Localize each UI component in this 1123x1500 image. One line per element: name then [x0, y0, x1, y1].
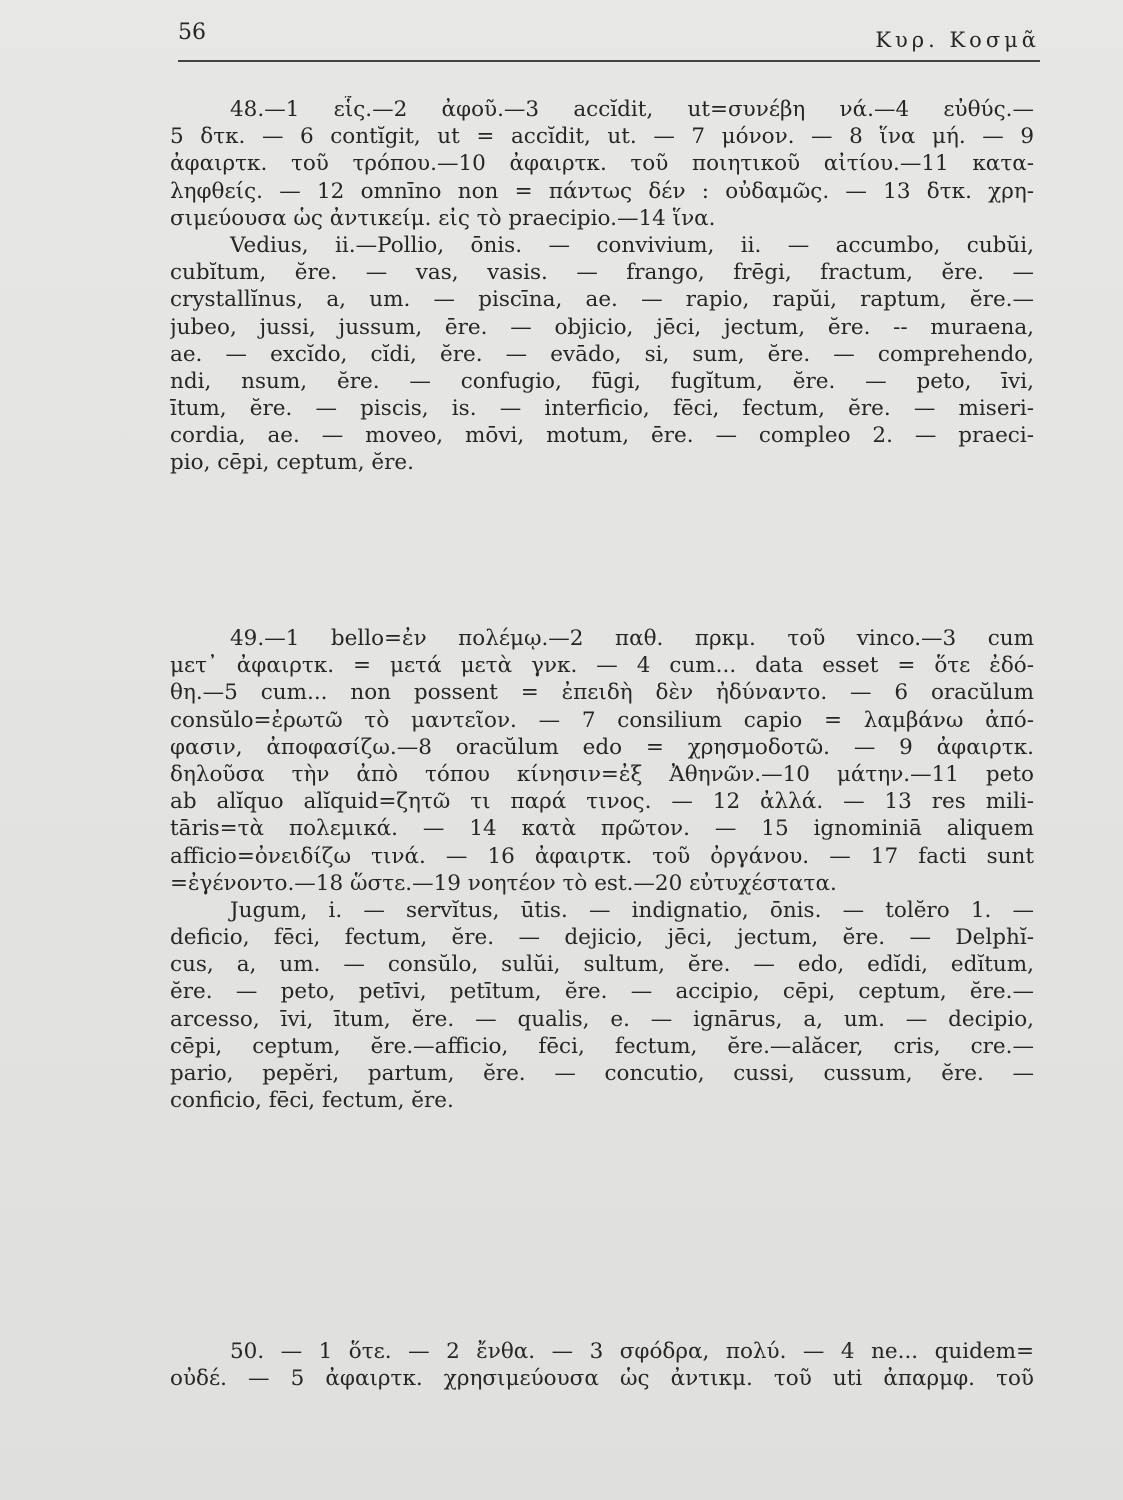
- text-line: pio, cēpi, ceptum, ĕre.: [170, 450, 414, 476]
- text-line: ab alĭquo alĭquid=ζητῶ τι παρά τινος. — 12 ἀλλά. — 13 res mili-: [170, 789, 1034, 815]
- text-line: Jugum, i. — servĭtus, ūtis. — indignatio, ōnis. — tolĕro 1. —: [230, 897, 1034, 923]
- text-line: cēpi, ceptum, ĕre.—afficio, fēci, fectum, ĕre.—alăcer, cris, cre.—: [170, 1033, 1034, 1059]
- text-line: cus, a, um. — consŭlo, sulŭi, sultum, ĕre. — edo, edĭdi, edĭtum,: [170, 952, 1034, 978]
- text-line: ἀφαιρτκ. τοῦ τρόπου.—10 ἀφαιρτκ. τοῦ ποιητικοῦ αἰτίου.—11 κατα-: [170, 151, 1034, 177]
- text-line: jubeo, jussi, jussum, ēre. — objicio, jēci, jectum, ĕre. -- muraena,: [170, 314, 1034, 340]
- text-line: arcesso, īvi, ītum, ĕre. — qualis, e. — ignārus, a, um. — decipio,: [170, 1006, 1034, 1032]
- running-head: Κυρ. Κοσμᾶ: [875, 28, 1040, 52]
- text-line: ītum, ĕre. — piscis, is. — interficio, fēci, fectum, ĕre. — miseri-: [170, 396, 1034, 422]
- header-rule: [178, 60, 1040, 62]
- text-line: crystallĭnus, a, um. — piscīna, ae. — rapio, rapŭi, raptum, ĕre.—: [170, 287, 1034, 313]
- text-line: consŭlo=ἐρωτῶ τὸ μαντεῖον. — 7 consilium capio = λαμβάνω ἀπό-: [170, 707, 1034, 733]
- text-line: ĕre. — peto, petīvi, petītum, ĕre. — accipio, cēpi, ceptum, ĕre.—: [170, 979, 1034, 1005]
- text-line: μετ᾽ ἀφαιρτκ. = μετά μετὰ γνκ. — 4 cum... data esset = ὅτε ἐδό-: [170, 653, 1034, 679]
- text-line: pario, pepĕri, partum, ĕre. — concutio, cussi, cussum, ĕre. —: [170, 1061, 1034, 1086]
- section-48: [170, 96, 1034, 477]
- text-line: Vedius, ii.—Pollio, ōnis. — convivium, ii. — accumbo, cubŭi,: [230, 232, 1034, 258]
- text-line: σιμεύουσα ὡς ἀντικείμ. εἰς τὸ praecipio.—14 ἵνα.: [170, 205, 716, 231]
- page-header: [178, 20, 1040, 62]
- text-line: φασιν, ἀποφασίζω.—8 oracŭlum edo = χρησμοδοτῶ. — 9 ἀφαιρτκ.: [170, 734, 1034, 760]
- text-line: cubĭtum, ĕre. — vas, vasis. — frango, frēgi, fractum, ĕre. —: [170, 260, 1034, 286]
- text-line: 48.—1 εἷς.—2 ἀφοῦ.—3 accĭdit, ut=συνέβη νά.—4 εὐθύς.—: [230, 97, 1034, 122]
- text-line: ληφθείς. — 12 omnīno non = πάντως δέν : οὐδαμῶς. — 13 δτκ. χρη-: [170, 178, 1034, 204]
- text-line: conficio, fēci, fectum, ĕre.: [170, 1088, 454, 1114]
- text-line: tāris=τὰ πολεμικά. — 14 κατὰ πρῶτον. — 15 ignominiā aliquem: [170, 816, 1034, 842]
- text-line: θη.—5 cum... non possent = ἐπειδὴ δὲν ἠδύναντο. — 6 oracŭlum: [170, 680, 1034, 706]
- section-49: [170, 625, 1034, 1114]
- text-line: deficio, fēci, fectum, ĕre. — dejicio, jēci, jectum, ĕre. — Delphĭ-: [170, 925, 1034, 951]
- text-line: 49.—1 bello=ἐν πολέμῳ.—2 παθ. πρκμ. τοῦ vinco.—3 cum: [230, 626, 1034, 651]
- section-50: [170, 1338, 1034, 1392]
- text-line: =ἐγένοντο.—18 ὥστε.—19 νοητέον τὸ est.—20 εὐτυχέστατα.: [170, 870, 837, 896]
- text-line: δηλοῦσα τὴν ἀπὸ τόπου κίνησιν=ἐξ Ἀθηνῶν.—10 μάτην.—11 peto: [170, 761, 1034, 787]
- text-line: cordia, ae. — moveo, mōvi, motum, ēre. — compleo 2. — praeci-: [170, 423, 1034, 449]
- page-number: 56: [178, 20, 206, 45]
- text-line: ae. — excĭdo, cĭdi, ĕre. — evādo, si, sum, ĕre. — comprehendo,: [170, 341, 1034, 367]
- text-line: οὐδέ. — 5 ἀφαιρτκ. χρησιμεύουσα ὡς ἀντικμ. τοῦ uti ἀπαρμφ. τοῦ: [170, 1366, 1034, 1392]
- text-line: 5 δτκ. — 6 contĭgit, ut = accĭdit, ut. — 7 μόνον. — 8 ἵνα μή. — 9: [170, 124, 1034, 150]
- text-line: ndi, nsum, ĕre. — confugio, fūgi, fugĭtum, ĕre. — peto, īvi,: [170, 368, 1034, 394]
- text-line: afficio=ὀνειδίζω τινά. — 16 ἀφαιρτκ. τοῦ ὀργάνου. — 17 facti sunt: [170, 843, 1034, 869]
- text-line: 50. — 1 ὅτε. — 2 ἔνθα. — 3 σφόδρα, πολύ. — 4 ne... quidem=: [230, 1339, 1034, 1364]
